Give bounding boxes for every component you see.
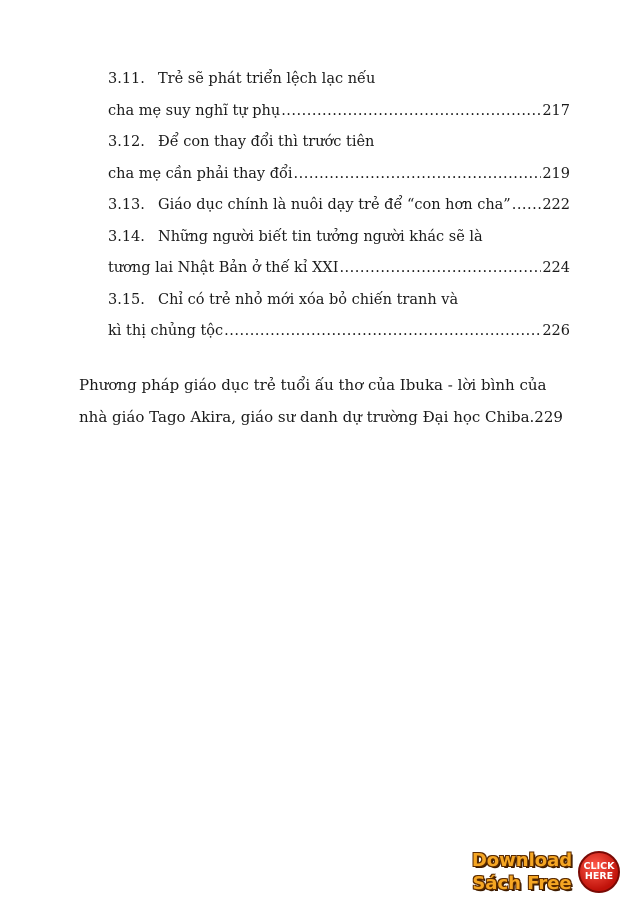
download-badge[interactable]: [466, 849, 622, 897]
dot-leader: [339, 253, 541, 285]
click-here-button[interactable]: [578, 851, 620, 893]
toc-page-number: 219: [542, 165, 570, 182]
download-badge-line2: Sách Free: [472, 873, 572, 894]
toc-page-number: 224: [542, 260, 570, 276]
toc-entry-number: 3.11.: [108, 71, 145, 87]
toc-page-number: 226: [542, 323, 570, 339]
toc-entry-title: Những người biết tin tưởng người khác sẽ là: [158, 228, 483, 245]
toc-entry-title: Giáo dục chính là nuôi dạy trẻ để “con hơn cha”: [158, 197, 511, 213]
toc-entry-3-14[interactable]: [108, 222, 570, 285]
download-badge-label: [466, 849, 578, 895]
dot-leader: [512, 190, 542, 222]
toc-entry-title-cont: tương lai Nhật Bản ở thế kỉ XXI: [108, 260, 339, 276]
toc-entry-number: 3.14.: [108, 228, 145, 245]
dot-leader: [224, 316, 541, 348]
toc-entry-3-13[interactable]: [108, 190, 570, 222]
download-badge-line1: Download: [471, 850, 573, 871]
table-of-contents: [108, 64, 570, 348]
toc-entry-title-cont: cha mẹ cần phải thay đổi: [108, 165, 293, 182]
toc-page-number: 222: [542, 197, 570, 213]
dot-leader: [281, 96, 541, 128]
toc-entry-number: 3.15.: [108, 291, 145, 308]
toc-page-number: 217: [542, 102, 570, 119]
toc-entry-3-11[interactable]: [108, 64, 570, 127]
toc-entry-title-cont: kì thị chủng tộc: [108, 323, 224, 339]
toc-entry-number: 3.12.: [108, 134, 145, 150]
click-label: CLICK: [583, 861, 615, 872]
toc-entry-title: Để con thay đổi thì trước tiên: [158, 134, 375, 150]
toc-entry-number: 3.13.: [108, 197, 145, 213]
here-label: HERE: [584, 871, 614, 882]
appendix-paragraph[interactable]: Phương pháp giáo dục trẻ tuổi ấu thơ của Ibuka - lời bình của nhà giáo Tago Akira, giáo sư danh dự trường Đại học Chiba.229: [79, 376, 563, 426]
toc-entry-title: Trẻ sẽ phát triển lệch lạc nếu: [158, 71, 376, 87]
dot-leader: [294, 159, 542, 191]
toc-entry-title: Chỉ có trẻ nhỏ mới xóa bỏ chiến tranh và: [158, 291, 459, 308]
toc-entry-title-cont: cha mẹ suy nghĩ tự phụ: [108, 102, 281, 119]
toc-entry-3-15[interactable]: [108, 285, 570, 348]
toc-entry-3-12[interactable]: [108, 127, 570, 190]
